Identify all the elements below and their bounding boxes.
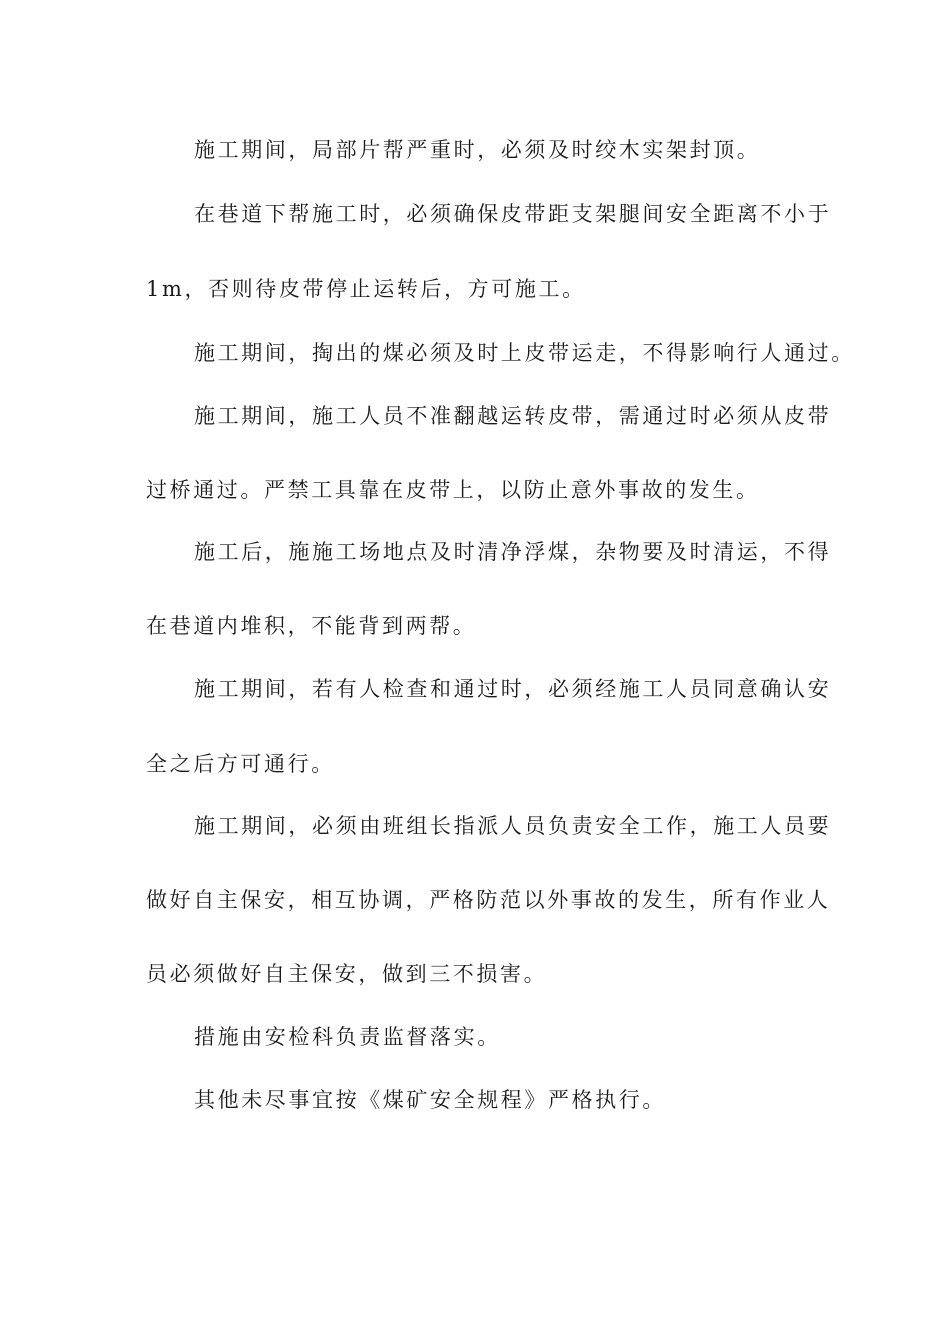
paragraph-line: 1m，否则待皮带停止运转后，方可施工。 <box>146 277 586 301</box>
paragraph-line: 施工期间，施工人员不准翻越运转皮带，需通过时必须从皮带 <box>194 404 832 428</box>
paragraph-line: 施工后，施施工场地点及时清净浮煤，杂物要及时清运，不得 <box>194 540 832 564</box>
paragraph-line: 员必须做好自主保安，做到三不损害。 <box>146 962 548 986</box>
paragraph-line: 施工期间，若有人检查和通过时，必须经施工人员同意确认安 <box>194 677 832 701</box>
paragraph-line: 施工期间，局部片帮严重时，必须及时绞木实架封顶。 <box>194 138 761 162</box>
paragraph-line: 措施由安检科负责监督落实。 <box>194 1025 501 1049</box>
paragraph-line: 在巷道下帮施工时，必须确保皮带距支架腿间安全距离不小于 <box>194 202 832 226</box>
paragraph-line: 施工期间，掏出的煤必须及时上皮带运走，不得影响行人通过。 <box>194 341 855 365</box>
paragraph-line: 在巷道内堆积，不能背到两帮。 <box>146 614 477 638</box>
paragraph-line: 施工期间，必须由班组长指派人员负责安全工作，施工人员要 <box>194 814 832 838</box>
paragraph-line: 其他未尽事宜按《煤矿安全规程》严格执行。 <box>194 1088 666 1112</box>
paragraph-line: 过桥通过。严禁工具靠在皮带上，以防止意外事故的发生。 <box>146 478 760 502</box>
paragraph-line: 全之后方可通行。 <box>146 752 335 776</box>
paragraph-line: 做好自主保安，相互协调，严格防范以外事故的发生，所有作业人 <box>146 888 831 912</box>
